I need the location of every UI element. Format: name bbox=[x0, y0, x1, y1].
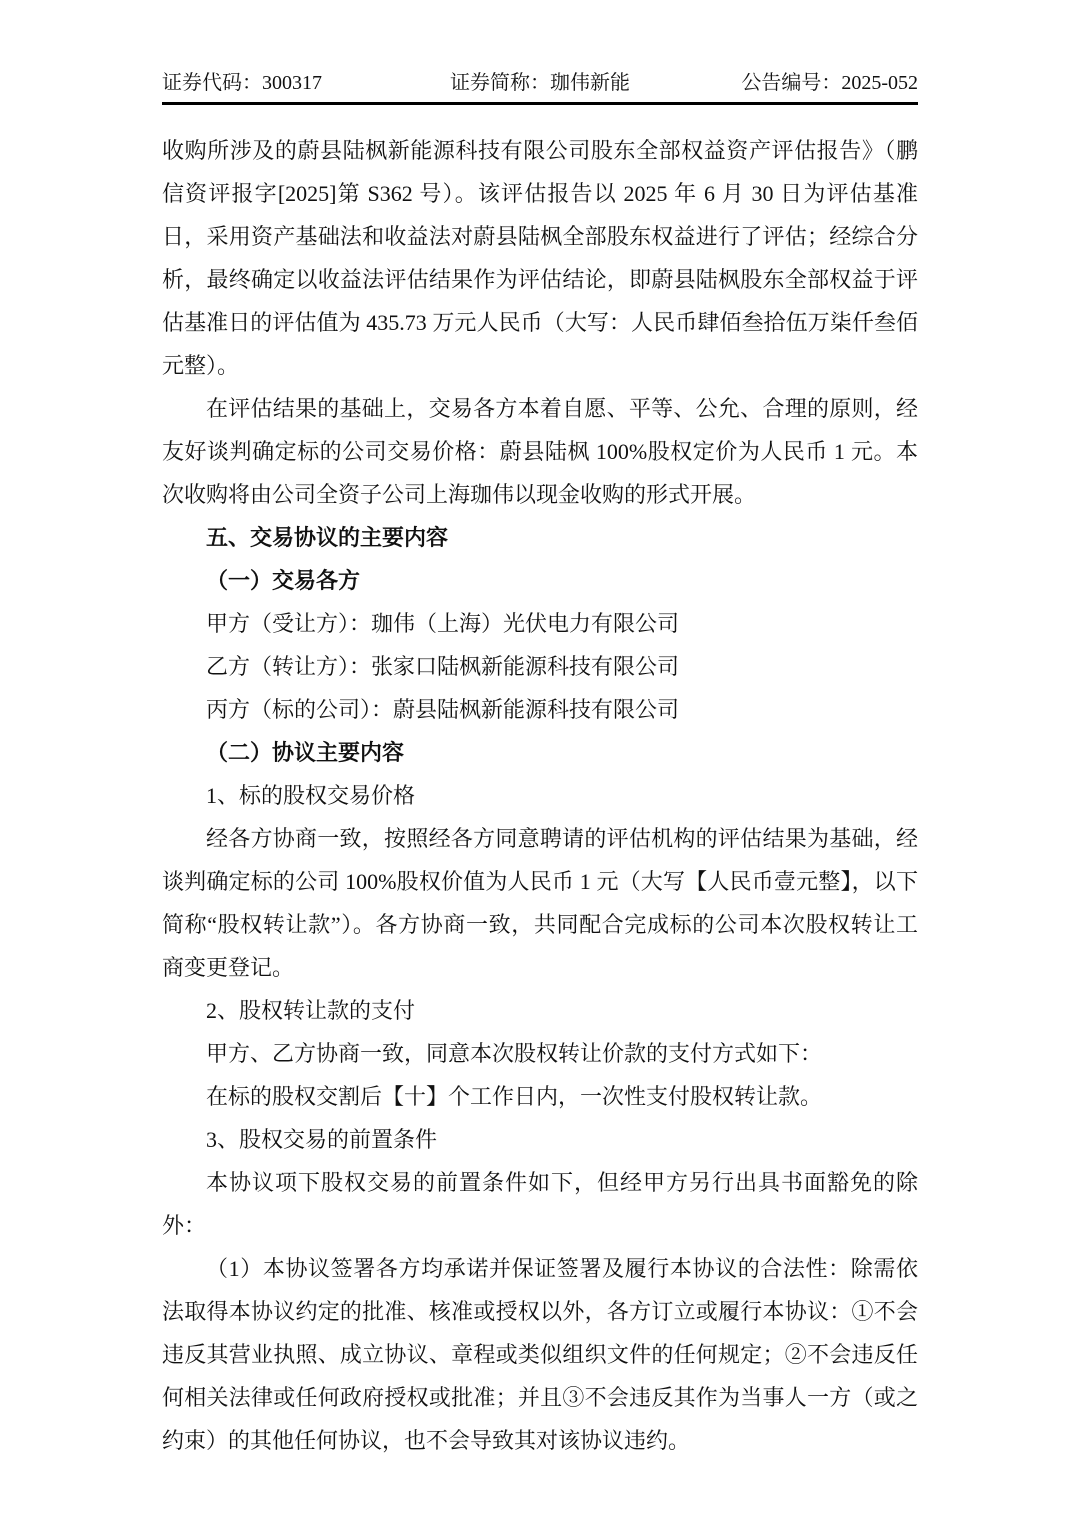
paragraph-equity-price: 经各方协商一致，按照经各方同意聘请的评估机构的评估结果为基础，经谈判确定标的公司 100%股权价值为人民币 1 元（大写【人民币壹元整】，以下简称“股权转让款”）。各方协商一致，共同配合完成标的公司本次股权转让工商变更登记。 bbox=[162, 826, 918, 980]
line-party-c: 丙方（标的公司）：蔚县陆枫新能源科技有限公司 bbox=[206, 697, 680, 722]
security-code: 证券代码：300317 bbox=[162, 72, 322, 94]
paragraph-precondition-detail: （1）本协议签署各方均承诺并保证签署及履行本协议的合法性：除需依法取得本协议约定的批准、核准或授权以外，各方订立或履行本协议：①不会违反其营业执照、成立协议、章程或类似组织文件的任何规定；②不会违反任何相关法律或任何政府授权或批准；并且③不会违反其作为当事人一方（或之约束）的其他任何协议，也不会导致其对该协议违约。 bbox=[162, 1256, 918, 1453]
page bbox=[162, 0, 918, 1462]
paragraph-precondition-intro: 本协议项下股权交易的前置条件如下，但经甲方另行出具书面豁免的除外： bbox=[162, 1170, 918, 1238]
document-header bbox=[162, 70, 918, 96]
line-payment-terms: 在标的股权交割后【十】个工作日内，一次性支付股权转让款。 bbox=[206, 1084, 823, 1109]
line-party-b: 乙方（转让方）：张家口陆枫新能源科技有限公司 bbox=[206, 654, 680, 679]
announcement-number: 公告编号：2025-052 bbox=[741, 72, 918, 94]
heading-agreement-content: （二）协议主要内容 bbox=[206, 740, 405, 765]
security-abbreviation: 证券简称：珈伟新能 bbox=[450, 72, 630, 94]
header-divider bbox=[162, 102, 918, 105]
line-party-a: 甲方（受让方）：珈伟（上海）光伏电力有限公司 bbox=[206, 611, 680, 636]
line-item-3-title: 3、股权交易的前置条件 bbox=[206, 1127, 438, 1152]
paragraph-valuation-report: 收购所涉及的蔚县陆枫新能源科技有限公司股东全部权益资产评估报告》（鹏信资评报字[2025]第 S362 号）。该评估报告以 2025 年 6 月 30 日为评估基准日，采用资产基础法和收益法对蔚县陆枫全部股东权益进行了评估；经综合分析，最终确定以收益法评估结果作为评估结论，即蔚县陆枫股东全部权益于评估基准日的评估值为 435.73 万元人民币（大写：人民币肆佰叁拾伍万柒仟叁佰元整）。 bbox=[162, 138, 918, 378]
paragraph-transaction-price: 在评估结果的基础上，交易各方本着自愿、平等、公允、合理的原则，经友好谈判确定标的公司交易价格：蔚县陆枫 100%股权定价为人民币 1 元。本次收购将由公司全资子公司上海珈伟以现金收购的形式开展。 bbox=[162, 396, 918, 507]
line-item-1-title: 1、标的股权交易价格 bbox=[206, 783, 416, 808]
document-body bbox=[162, 129, 918, 1462]
line-payment-intro: 甲方、乙方协商一致，同意本次股权转让价款的支付方式如下： bbox=[206, 1041, 823, 1066]
line-item-2-title: 2、股权转让款的支付 bbox=[206, 998, 416, 1023]
heading-parties: （一）交易各方 bbox=[206, 568, 361, 593]
heading-section-5: 五、交易协议的主要内容 bbox=[206, 525, 449, 550]
